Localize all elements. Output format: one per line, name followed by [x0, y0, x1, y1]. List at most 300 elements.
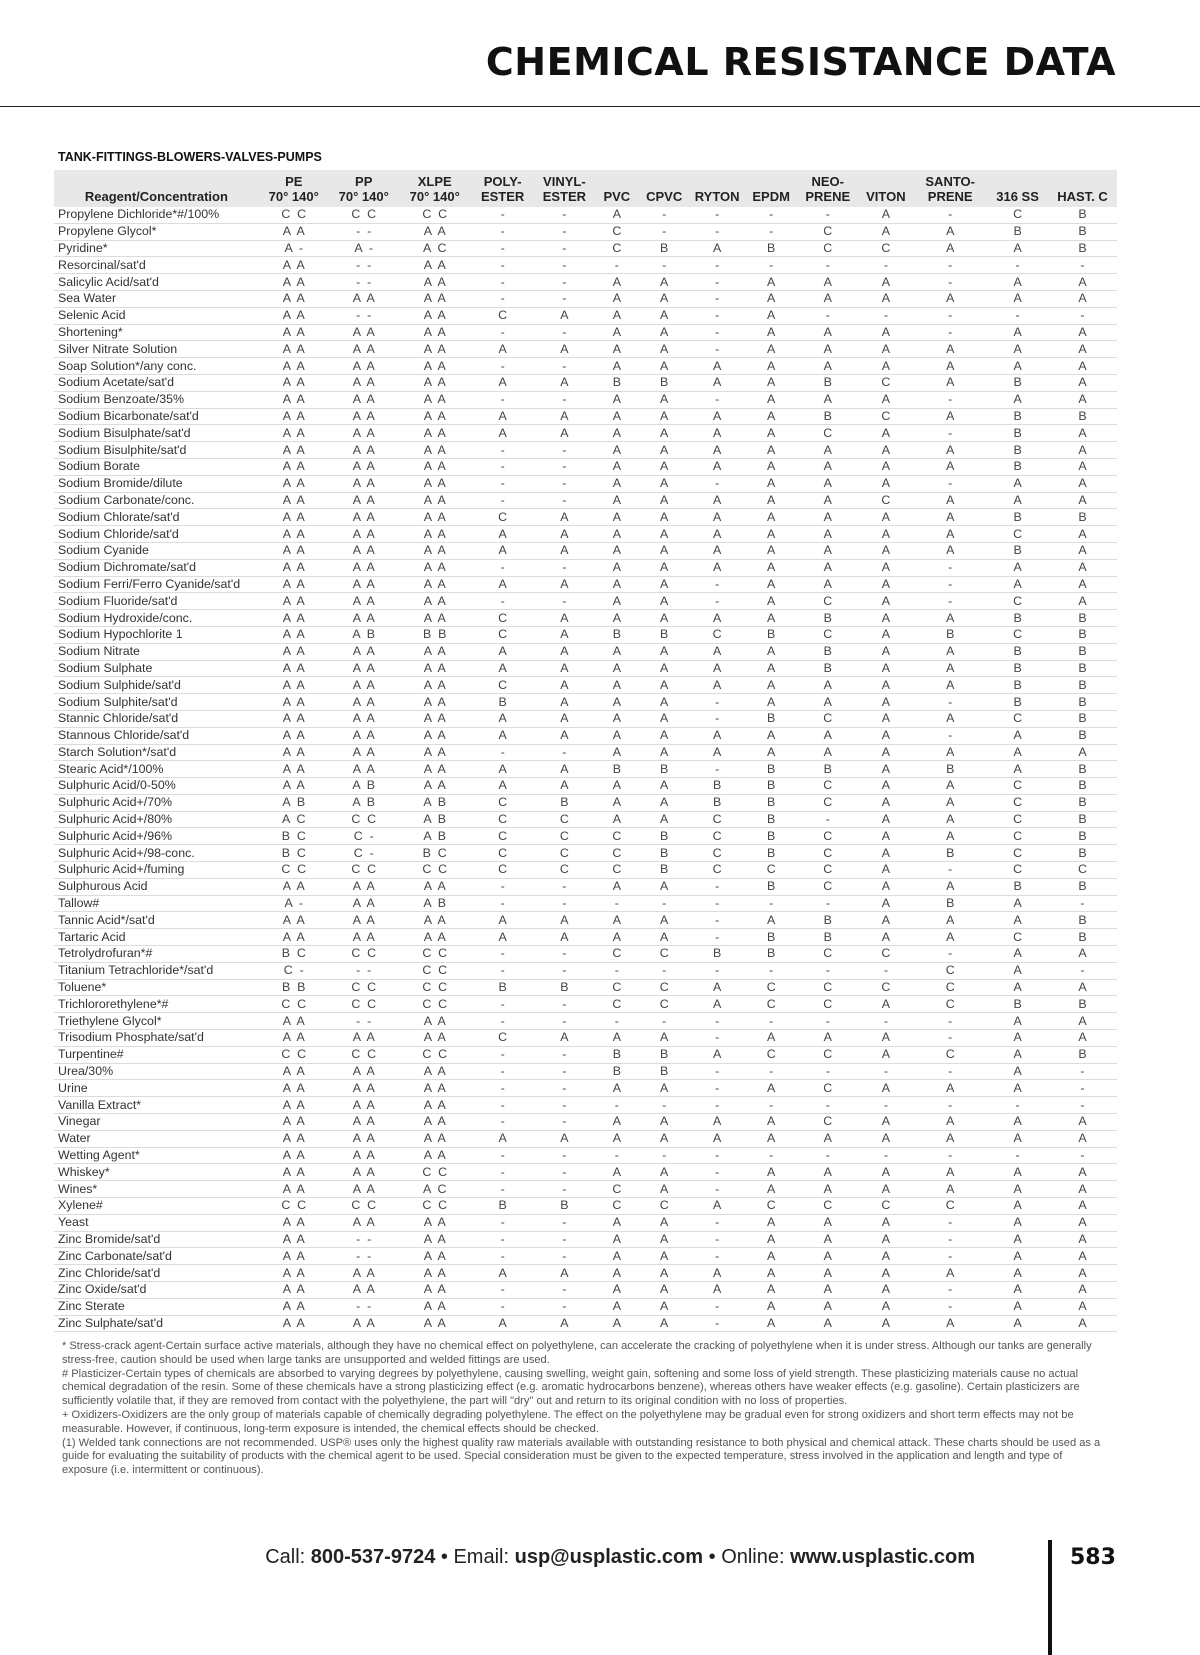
- rating-cell: -: [471, 324, 535, 341]
- rating-cell: A A: [329, 475, 399, 492]
- reagent-name: Titanium Tetrachloride*/sat'd: [54, 962, 259, 979]
- rating-cell: B: [745, 811, 796, 828]
- rating-cell: A A: [399, 912, 471, 929]
- rating-cell: B: [745, 778, 796, 795]
- rating-cell: A: [859, 761, 914, 778]
- rating-cell: A: [639, 341, 688, 358]
- rating-cell: C: [987, 626, 1048, 643]
- rating-cell: A: [1048, 475, 1117, 492]
- rating-cell: A A: [329, 526, 399, 543]
- rating-cell: -: [913, 1248, 987, 1265]
- rating-cell: A: [689, 996, 746, 1013]
- table-row: [54, 1315, 1117, 1332]
- rating-cell: A A: [399, 576, 471, 593]
- rating-cell: C: [913, 962, 987, 979]
- rating-cell: -: [689, 593, 746, 610]
- rating-cell: C C: [399, 862, 471, 879]
- rating-cell: A: [594, 1282, 639, 1299]
- reagent-name: Wines*: [54, 1181, 259, 1198]
- rating-cell: -: [535, 1013, 595, 1030]
- rating-cell: C: [797, 1080, 859, 1097]
- rating-cell: -: [535, 996, 595, 1013]
- rating-cell: -: [745, 207, 796, 223]
- rating-cell: A: [594, 1164, 639, 1181]
- rating-cell: A A: [399, 1265, 471, 1282]
- rating-cell: B: [639, 845, 688, 862]
- reagent-name: Stearic Acid*/100%: [54, 761, 259, 778]
- rating-cell: A: [471, 761, 535, 778]
- rating-cell: C C: [329, 862, 399, 879]
- rating-cell: A A: [329, 1080, 399, 1097]
- rating-cell: -: [471, 593, 535, 610]
- rating-cell: -: [471, 1164, 535, 1181]
- rating-cell: B: [1048, 223, 1117, 240]
- rating-cell: A A: [399, 475, 471, 492]
- rating-cell: -: [535, 358, 595, 375]
- rating-cell: A: [745, 1248, 796, 1265]
- reagent-name: Sodium Dichromate/sat'd: [54, 559, 259, 576]
- rating-cell: B: [639, 761, 688, 778]
- rating-cell: A A: [399, 391, 471, 408]
- rating-cell: -: [594, 895, 639, 912]
- rating-cell: -: [689, 962, 746, 979]
- rating-cell: -: [745, 1097, 796, 1114]
- rating-cell: A A: [399, 358, 471, 375]
- rating-cell: A: [859, 1315, 914, 1332]
- rating-cell: A: [594, 475, 639, 492]
- table-row: [54, 761, 1117, 778]
- rating-cell: -: [471, 290, 535, 307]
- rating-cell: A: [987, 274, 1048, 291]
- rating-cell: A: [987, 1114, 1048, 1131]
- rating-cell: C: [471, 610, 535, 627]
- rating-cell: -: [471, 458, 535, 475]
- rating-cell: A: [859, 223, 914, 240]
- rating-cell: A C: [259, 811, 329, 828]
- rating-cell: A: [913, 811, 987, 828]
- rating-cell: -: [535, 391, 595, 408]
- rating-cell: A: [987, 946, 1048, 963]
- rating-cell: A: [594, 710, 639, 727]
- rating-cell: A: [471, 425, 535, 442]
- rating-cell: A: [689, 240, 746, 257]
- rating-cell: A: [1048, 324, 1117, 341]
- rating-cell: C -: [259, 962, 329, 979]
- rating-cell: A: [859, 694, 914, 711]
- rating-cell: A: [987, 1030, 1048, 1047]
- rating-cell: A A: [329, 509, 399, 526]
- rating-cell: -: [913, 475, 987, 492]
- rating-cell: A A: [259, 1298, 329, 1315]
- rating-cell: A A: [399, 442, 471, 459]
- table-row: [54, 1063, 1117, 1080]
- footnote: * Stress-crack agent-Certain surface active materials, although they have no chemical effect on polyethylene, can accelerate the cracking of polyethylene when it is under stress. Although our tanks are generally stress-free, caution should be used when large tanks are unsupported and welded fittings are used.: [62, 1340, 1092, 1366]
- rating-cell: -: [913, 1214, 987, 1231]
- rating-cell: A: [913, 458, 987, 475]
- rating-cell: C C: [259, 996, 329, 1013]
- rating-cell: A: [987, 761, 1048, 778]
- rating-cell: B: [987, 610, 1048, 627]
- rating-cell: A: [859, 1164, 914, 1181]
- rating-cell: A A: [329, 1063, 399, 1080]
- rating-cell: A A: [399, 1114, 471, 1131]
- column-header-top: NEO-: [811, 174, 844, 189]
- rating-cell: A: [639, 878, 688, 895]
- rating-cell: A: [913, 778, 987, 795]
- rating-cell: B: [594, 374, 639, 391]
- rating-cell: C: [594, 223, 639, 240]
- rating-cell: B: [913, 895, 987, 912]
- rating-cell: A C: [399, 240, 471, 257]
- rating-cell: -: [689, 475, 746, 492]
- rating-cell: A A: [329, 1164, 399, 1181]
- rating-cell: -: [471, 1013, 535, 1030]
- rating-cell: C: [797, 710, 859, 727]
- rating-cell: B: [1048, 207, 1117, 223]
- rating-cell: -: [471, 1282, 535, 1299]
- rating-cell: C: [594, 979, 639, 996]
- rating-cell: -: [471, 391, 535, 408]
- rating-cell: A: [745, 442, 796, 459]
- rating-cell: A: [594, 593, 639, 610]
- rating-cell: A: [639, 610, 688, 627]
- reagent-name: Triethylene Glycol*: [54, 1013, 259, 1030]
- column-header-bottom: RYTON: [694, 189, 740, 204]
- rating-cell: A A: [259, 509, 329, 526]
- rating-cell: A: [594, 526, 639, 543]
- rating-cell: A: [987, 1181, 1048, 1198]
- rating-cell: A: [535, 778, 595, 795]
- rating-cell: B: [1048, 710, 1117, 727]
- rating-cell: B: [987, 425, 1048, 442]
- rating-cell: C: [745, 1046, 796, 1063]
- rating-cell: -: [689, 223, 746, 240]
- rating-cell: B: [797, 643, 859, 660]
- rating-cell: A: [1048, 1248, 1117, 1265]
- website-link[interactable]: www.usplastic.com: [790, 1546, 975, 1568]
- reagent-name: Trichlororethylene*#: [54, 996, 259, 1013]
- rating-cell: A A: [329, 290, 399, 307]
- rating-cell: A A: [399, 694, 471, 711]
- rating-cell: A: [797, 458, 859, 475]
- table-row: [54, 626, 1117, 643]
- rating-cell: B: [987, 996, 1048, 1013]
- rating-cell: A: [859, 425, 914, 442]
- rating-cell: -: [913, 391, 987, 408]
- rating-cell: A: [639, 727, 688, 744]
- rating-cell: B: [535, 979, 595, 996]
- rating-cell: A: [535, 1030, 595, 1047]
- rating-cell: A: [1048, 1231, 1117, 1248]
- rating-cell: A: [1048, 1181, 1117, 1198]
- reagent-name: Sodium Chlorate/sat'd: [54, 509, 259, 526]
- rating-cell: -: [913, 1063, 987, 1080]
- rating-cell: A: [689, 1046, 746, 1063]
- rating-cell: -: [797, 895, 859, 912]
- rating-cell: C: [797, 778, 859, 795]
- reagent-name: Pyridine*: [54, 240, 259, 257]
- table-row: [54, 1046, 1117, 1063]
- rating-cell: B: [1048, 509, 1117, 526]
- reagent-name: Sodium Fluoride/sat'd: [54, 593, 259, 610]
- rating-cell: C: [797, 862, 859, 879]
- rating-cell: A: [797, 727, 859, 744]
- rating-cell: -: [745, 223, 796, 240]
- rating-cell: C: [987, 845, 1048, 862]
- rating-cell: A: [535, 341, 595, 358]
- rating-cell: B: [1048, 778, 1117, 795]
- reagent-name: Sodium Sulphate: [54, 660, 259, 677]
- table-row: [54, 946, 1117, 963]
- reagent-name: Sulphuric Acid+/80%: [54, 811, 259, 828]
- rating-cell: A: [1048, 1282, 1117, 1299]
- rating-cell: -: [535, 962, 595, 979]
- column-header: [594, 170, 639, 207]
- rating-cell: B: [689, 946, 746, 963]
- column-header-bottom: 70° 140°: [268, 189, 319, 204]
- rating-cell: B: [1048, 626, 1117, 643]
- table-row: [54, 744, 1117, 761]
- rating-cell: -: [797, 1063, 859, 1080]
- rating-cell: A: [535, 643, 595, 660]
- rating-cell: A: [594, 458, 639, 475]
- rating-cell: A: [639, 425, 688, 442]
- rating-cell: -: [859, 962, 914, 979]
- rating-cell: A: [913, 710, 987, 727]
- chemical-resistance-table: [54, 170, 1117, 1332]
- rating-cell: A: [639, 492, 688, 509]
- rating-cell: A: [987, 1046, 1048, 1063]
- rating-cell: A A: [399, 1080, 471, 1097]
- rating-cell: -: [471, 962, 535, 979]
- rating-cell: B: [594, 1063, 639, 1080]
- rating-cell: A: [594, 929, 639, 946]
- rating-cell: A A: [399, 458, 471, 475]
- rating-cell: C: [594, 828, 639, 845]
- rating-cell: A: [535, 610, 595, 627]
- rating-cell: C: [859, 408, 914, 425]
- reagent-name: Sodium Acetate/sat'd: [54, 374, 259, 391]
- rating-cell: C: [913, 996, 987, 1013]
- rating-cell: A: [913, 677, 987, 694]
- rating-cell: A: [745, 1181, 796, 1198]
- rating-cell: -: [535, 593, 595, 610]
- rating-cell: A: [987, 1063, 1048, 1080]
- rating-cell: C: [987, 862, 1048, 879]
- rating-cell: A: [689, 1282, 746, 1299]
- rating-cell: A: [535, 509, 595, 526]
- rating-cell: A: [594, 677, 639, 694]
- rating-cell: A: [639, 458, 688, 475]
- reagent-name: Propylene Dichloride*#/100%: [54, 207, 259, 223]
- rating-cell: A: [535, 694, 595, 711]
- rating-cell: A: [913, 878, 987, 895]
- rating-cell: A: [471, 1265, 535, 1282]
- rating-cell: A A: [259, 257, 329, 274]
- rating-cell: A A: [329, 610, 399, 627]
- rating-cell: -: [639, 223, 688, 240]
- table-row: [54, 290, 1117, 307]
- reagent-name: Zinc Chloride/sat'd: [54, 1265, 259, 1282]
- rating-cell: A A: [259, 425, 329, 442]
- rating-cell: A: [639, 391, 688, 408]
- table-row: [54, 727, 1117, 744]
- rating-cell: -: [1048, 257, 1117, 274]
- rating-cell: -: [535, 290, 595, 307]
- rating-cell: -: [471, 358, 535, 375]
- rating-cell: A: [987, 1282, 1048, 1299]
- rating-cell: - -: [329, 307, 399, 324]
- rating-cell: A: [1048, 425, 1117, 442]
- rating-cell: A: [797, 358, 859, 375]
- rating-cell: B: [987, 442, 1048, 459]
- rating-cell: -: [639, 895, 688, 912]
- table-row: [54, 1214, 1117, 1231]
- rating-cell: C: [797, 979, 859, 996]
- rating-cell: -: [689, 1147, 746, 1164]
- reagent-name: Sodium Bisulphate/sat'd: [54, 425, 259, 442]
- rating-cell: A: [745, 1231, 796, 1248]
- rating-cell: A A: [259, 408, 329, 425]
- rating-cell: A: [745, 526, 796, 543]
- rating-cell: -: [987, 257, 1048, 274]
- reagent-name: Zinc Sulphate/sat'd: [54, 1315, 259, 1332]
- rating-cell: A: [797, 1282, 859, 1299]
- rating-cell: A: [913, 374, 987, 391]
- rating-cell: C: [471, 811, 535, 828]
- rating-cell: A: [745, 660, 796, 677]
- rating-cell: -: [859, 307, 914, 324]
- rating-cell: A: [1048, 391, 1117, 408]
- rating-cell: -: [471, 1298, 535, 1315]
- rating-cell: A: [535, 1130, 595, 1147]
- rating-cell: A: [797, 475, 859, 492]
- rating-cell: A: [1048, 946, 1117, 963]
- rating-cell: A: [913, 358, 987, 375]
- rating-cell: -: [471, 895, 535, 912]
- column-header-bottom: VITON: [866, 189, 906, 204]
- rating-cell: -: [859, 1013, 914, 1030]
- reagent-name: Tartaric Acid: [54, 929, 259, 946]
- email-label: Email:: [453, 1546, 510, 1568]
- rating-cell: -: [913, 576, 987, 593]
- rating-cell: - -: [329, 1231, 399, 1248]
- rating-cell: A: [987, 1315, 1048, 1332]
- rating-cell: C: [797, 845, 859, 862]
- rating-cell: C: [689, 862, 746, 879]
- rating-cell: A: [471, 660, 535, 677]
- rating-cell: A: [689, 979, 746, 996]
- rating-cell: A: [859, 996, 914, 1013]
- email-address[interactable]: usp@usplastic.com: [514, 1546, 704, 1568]
- rating-cell: A: [797, 1248, 859, 1265]
- rating-cell: A B: [399, 811, 471, 828]
- rating-cell: C: [797, 1046, 859, 1063]
- rating-cell: A: [639, 1231, 688, 1248]
- rating-cell: A: [594, 425, 639, 442]
- rating-cell: A A: [329, 1315, 399, 1332]
- rating-cell: A: [745, 643, 796, 660]
- table-row: [54, 358, 1117, 375]
- rating-cell: A: [913, 1130, 987, 1147]
- rating-cell: -: [535, 559, 595, 576]
- rating-cell: A: [745, 475, 796, 492]
- rating-cell: A: [859, 542, 914, 559]
- table-row: [54, 1198, 1117, 1215]
- rating-cell: A: [471, 643, 535, 660]
- rating-cell: C: [1048, 862, 1117, 879]
- rating-cell: A A: [399, 1315, 471, 1332]
- rating-cell: - -: [329, 257, 399, 274]
- rating-cell: A: [594, 391, 639, 408]
- section-title: TANK-FITTINGS-BLOWERS-VALVES-PUMPS: [58, 150, 322, 164]
- table-row: [54, 425, 1117, 442]
- rating-cell: A: [1048, 358, 1117, 375]
- page-number: 583: [1070, 1545, 1116, 1570]
- rating-cell: B: [987, 509, 1048, 526]
- column-header: [797, 170, 859, 207]
- rating-cell: A: [913, 341, 987, 358]
- rating-cell: A: [471, 408, 535, 425]
- rating-cell: A: [987, 1231, 1048, 1248]
- rating-cell: C C: [399, 962, 471, 979]
- rating-cell: A: [859, 1130, 914, 1147]
- table-row: [54, 979, 1117, 996]
- rating-cell: A: [1048, 576, 1117, 593]
- reagent-name: Sodium Ferri/Ferro Cyanide/sat'd: [54, 576, 259, 593]
- rating-cell: C: [639, 979, 688, 996]
- rating-cell: A: [594, 1130, 639, 1147]
- rating-cell: -: [471, 1114, 535, 1131]
- rating-cell: A: [689, 727, 746, 744]
- rating-cell: A A: [329, 391, 399, 408]
- rating-cell: -: [535, 1181, 595, 1198]
- rating-cell: -: [471, 1248, 535, 1265]
- rating-cell: C: [745, 979, 796, 996]
- rating-cell: B B: [259, 979, 329, 996]
- rating-cell: B: [1048, 912, 1117, 929]
- rating-cell: C C: [399, 1164, 471, 1181]
- rating-cell: -: [535, 1063, 595, 1080]
- rating-cell: A: [797, 1214, 859, 1231]
- rating-cell: A A: [259, 542, 329, 559]
- rating-cell: C: [859, 946, 914, 963]
- rating-cell: A: [797, 1315, 859, 1332]
- rating-cell: A A: [259, 324, 329, 341]
- rating-cell: -: [913, 727, 987, 744]
- rating-cell: B: [1048, 878, 1117, 895]
- rating-cell: A: [594, 1315, 639, 1332]
- rating-cell: A: [689, 374, 746, 391]
- rating-cell: A A: [259, 1248, 329, 1265]
- rating-cell: A: [1048, 593, 1117, 610]
- rating-cell: A: [797, 1265, 859, 1282]
- rating-cell: B: [535, 1198, 595, 1215]
- rating-cell: -: [797, 1097, 859, 1114]
- table-row: [54, 878, 1117, 895]
- rating-cell: -: [535, 1114, 595, 1131]
- table-row: [54, 1130, 1117, 1147]
- rating-cell: C: [797, 593, 859, 610]
- table-row: [54, 694, 1117, 711]
- rating-cell: A: [639, 542, 688, 559]
- rating-cell: A A: [399, 643, 471, 660]
- rating-cell: -: [689, 1097, 746, 1114]
- column-header: [1048, 170, 1117, 207]
- rating-cell: A: [745, 727, 796, 744]
- rating-cell: -: [913, 307, 987, 324]
- reagent-name: Sodium Bisulphite/sat'd: [54, 442, 259, 459]
